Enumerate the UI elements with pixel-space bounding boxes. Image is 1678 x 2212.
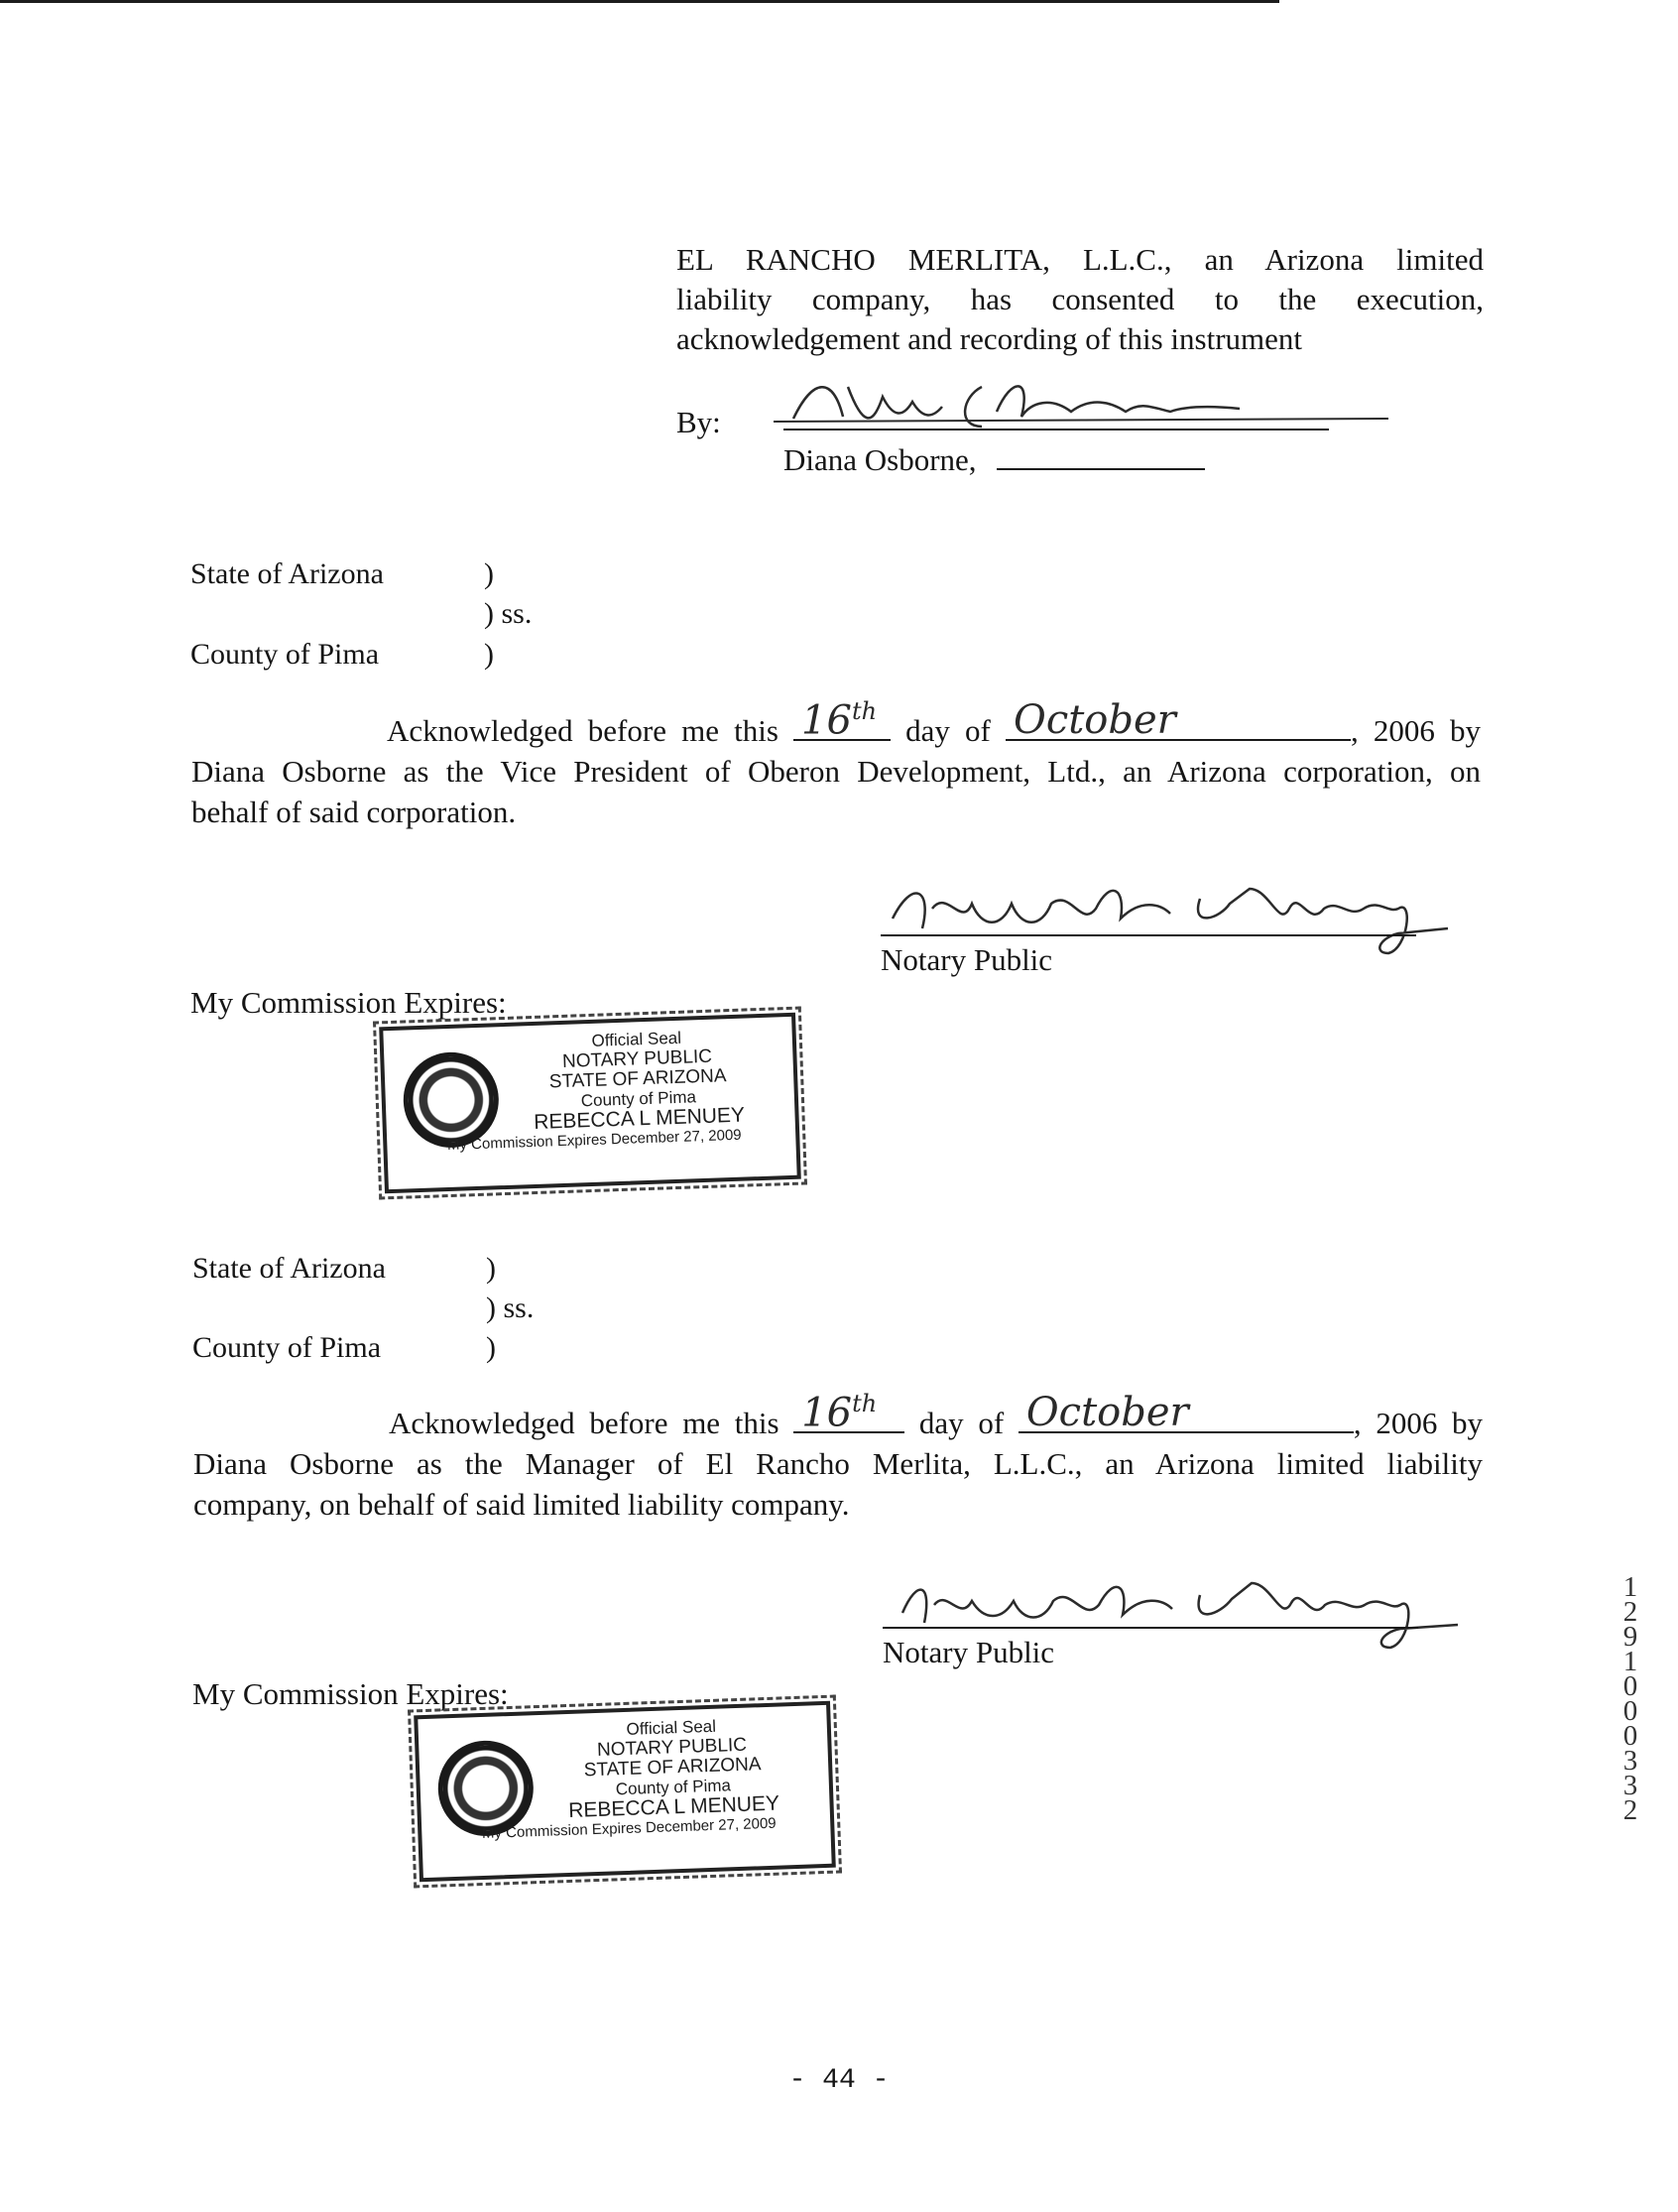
ack1-day-suffix: th <box>851 696 878 725</box>
seal-line-5: REBECCA L MENUEY <box>567 1791 780 1822</box>
seal-line-2: NOTARY PUBLIC <box>561 1045 713 1072</box>
page-number: - 44 - <box>788 2065 890 2096</box>
seal-line-4: County of Pima <box>615 1776 732 1799</box>
venue-county-1: County of Pima <box>190 638 380 671</box>
ack1-day-handwriting <box>801 691 877 741</box>
ack1-month: October <box>1014 697 1176 743</box>
seal-line-3: STATE OF ARIZONA <box>548 1065 727 1093</box>
consent-line-2: liability company, has consented to the execution, <box>676 282 1484 316</box>
by-label: By: <box>676 405 721 439</box>
commission-expires-label-2: My Commission Expires: <box>192 1676 509 1711</box>
venue-paren: ) <box>484 557 494 590</box>
ack1-line-2: Diana Osborne as the Vice President of Oberon Development, Ltd., an Arizona corporation, on <box>191 754 1481 789</box>
venue-ss-1: ) ss. <box>484 597 533 630</box>
venue-ss-2: ) ss. <box>486 1291 535 1324</box>
venue-paren: ) <box>484 638 494 671</box>
venue-paren: ) <box>486 1252 496 1285</box>
notary-seal-2 <box>414 1701 836 1883</box>
recording-number: 12910 00332 <box>1622 1571 1638 1826</box>
consent-paragraph <box>676 240 1484 359</box>
ack2-month-blank <box>1019 1390 1354 1435</box>
commission-expires-label-1: My Commission Expires: <box>190 985 507 1020</box>
venue-state-2: State of Arizona <box>192 1252 386 1285</box>
signer-title-blank <box>997 468 1205 470</box>
notary-line-2 <box>883 1627 1418 1629</box>
seal-line-1: Official Seal <box>591 1028 682 1050</box>
seal-line-6: My Commission Expires December 27, 2009 <box>446 1126 742 1155</box>
ack2-line-3: company, on behalf of said limited liability company. <box>193 1487 850 1522</box>
notary-public-label-1: Notary Public <box>881 942 1053 977</box>
scan-top-edge <box>0 0 1279 3</box>
venue-state-1: State of Arizona <box>190 557 384 590</box>
ack1-year-by: , 2006 by <box>1351 713 1482 748</box>
ack1-line-1 <box>191 696 1482 751</box>
acknowledgment-1 <box>191 696 1482 832</box>
seal-text-2 <box>481 1713 821 1843</box>
notary-public-label-2: Notary Public <box>883 1635 1055 1669</box>
consent-line-3: acknowledgement and recording of this instrument <box>676 321 1303 356</box>
ack2-line-1 <box>193 1389 1484 1443</box>
ack1-day-of: day of <box>905 713 991 748</box>
venue-paren: ) <box>486 1331 496 1364</box>
acknowledgment-2 <box>193 1389 1484 1525</box>
seal-line-4: County of Pima <box>580 1087 697 1111</box>
ack1-line-3: behalf of said corporation. <box>191 795 517 829</box>
ack2-day-handwriting <box>801 1384 877 1433</box>
seal-line-5: REBECCA L MENUEY <box>533 1103 746 1134</box>
osborne-signature <box>754 357 1388 446</box>
ack2-day-suffix: th <box>852 1389 878 1417</box>
seal-line-1: Official Seal <box>626 1716 717 1739</box>
signature-line <box>783 429 1329 430</box>
ack2-day: 16 <box>801 1390 853 1435</box>
notary-line-1 <box>881 934 1416 936</box>
ack1-lead: Acknowledged before me this <box>387 713 779 748</box>
ack2-day-blank <box>793 1389 904 1435</box>
signer-name: Diana Osborne, <box>783 442 977 477</box>
venue-county-2: County of Pima <box>192 1331 382 1364</box>
ack1-day-blank <box>793 696 891 743</box>
notary-seal-1 <box>379 1013 801 1194</box>
ack2-line-2: Diana Osborne as the Manager of El Rancho Merlita, L.L.C., an Arizona limited liability <box>193 1446 1483 1481</box>
seal-line-3: STATE OF ARIZONA <box>583 1754 762 1782</box>
consent-line-1: EL RANCHO MERLITA, L.L.C., an Arizona limited <box>676 242 1484 277</box>
seal-line-2: NOTARY PUBLIC <box>596 1734 748 1761</box>
ack2-year-by: , 2006 by <box>1353 1406 1484 1440</box>
seal-line-6: My Commission Expires December 27, 2009 <box>481 1814 777 1843</box>
ack2-month: October <box>1025 1390 1189 1435</box>
ack1-month-blank <box>1006 697 1351 743</box>
ack2-lead: Acknowledged before me this <box>389 1406 779 1440</box>
ack1-day: 16 <box>801 697 852 743</box>
seal-text-1 <box>446 1025 786 1155</box>
ack2-day-of: day of <box>918 1406 1005 1440</box>
